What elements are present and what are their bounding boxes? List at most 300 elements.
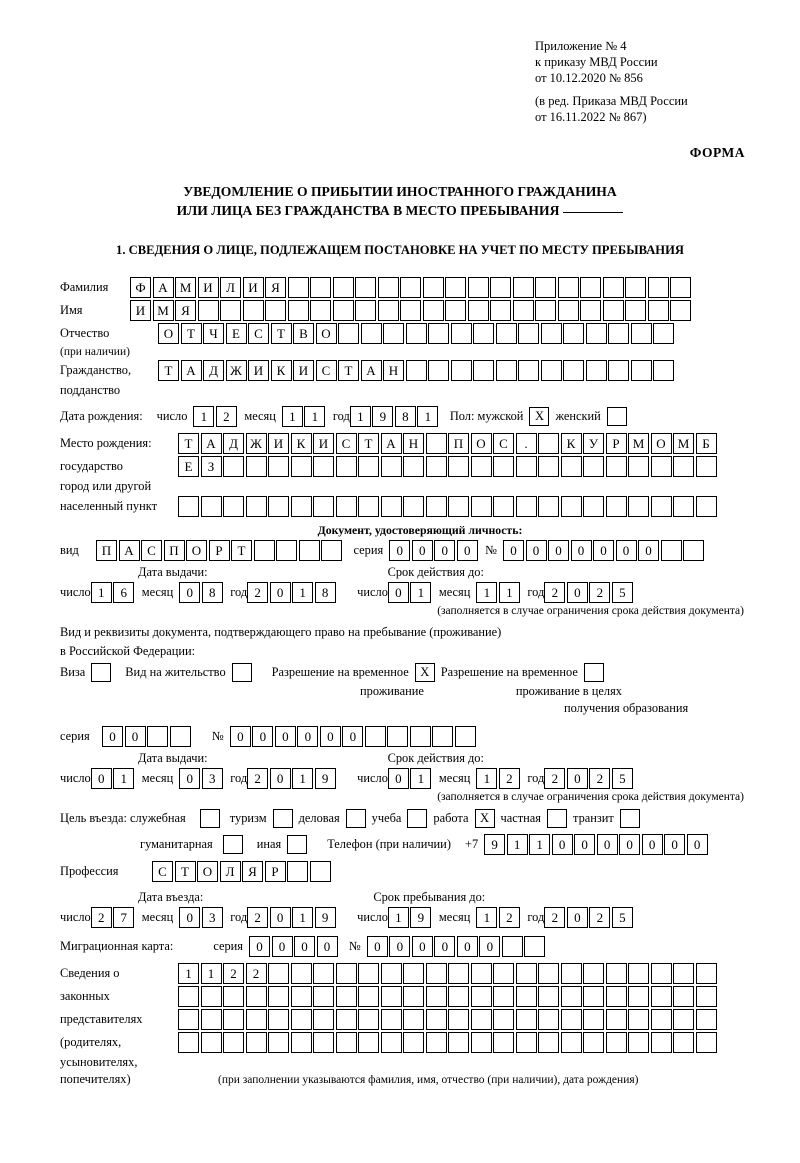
cell[interactable] — [423, 277, 444, 298]
cell[interactable] — [336, 986, 357, 1007]
cell[interactable] — [541, 360, 562, 381]
cell[interactable] — [223, 1032, 244, 1053]
cell[interactable] — [603, 277, 624, 298]
cell[interactable] — [361, 323, 382, 344]
sex-male-checkbox[interactable]: Х — [529, 407, 549, 426]
cell[interactable]: Л — [220, 861, 241, 882]
cell[interactable]: 2 — [91, 907, 112, 928]
cell[interactable] — [696, 456, 717, 477]
cell[interactable]: 0 — [548, 540, 569, 561]
cell[interactable] — [583, 1009, 604, 1030]
cell[interactable]: 1 — [476, 768, 497, 789]
purpose-service-checkbox[interactable] — [200, 809, 220, 828]
cell[interactable]: 0 — [412, 936, 433, 957]
cell[interactable]: 0 — [638, 540, 659, 561]
cell[interactable]: 0 — [552, 834, 573, 855]
cell[interactable]: 9 — [484, 834, 505, 855]
cell[interactable]: Р — [209, 540, 230, 561]
cell[interactable]: К — [291, 433, 312, 454]
cell[interactable] — [333, 277, 354, 298]
cell[interactable] — [471, 986, 492, 1007]
cell[interactable] — [448, 963, 469, 984]
cell[interactable] — [178, 1032, 199, 1053]
cell[interactable] — [291, 986, 312, 1007]
cell[interactable] — [516, 986, 537, 1007]
cell[interactable]: 0 — [616, 540, 637, 561]
cell[interactable]: 2 — [544, 907, 565, 928]
cell[interactable]: Р — [265, 861, 286, 882]
cell[interactable]: Д — [203, 360, 224, 381]
cell[interactable]: 1 — [529, 834, 550, 855]
cell[interactable]: О — [186, 540, 207, 561]
cell[interactable] — [223, 496, 244, 517]
cell[interactable] — [538, 963, 559, 984]
cell[interactable]: 7 — [113, 907, 134, 928]
cell[interactable]: А — [361, 360, 382, 381]
cell[interactable] — [541, 323, 562, 344]
cell[interactable] — [468, 277, 489, 298]
cell[interactable] — [583, 456, 604, 477]
cell[interactable]: 0 — [571, 540, 592, 561]
cell[interactable] — [265, 300, 286, 321]
cell[interactable] — [445, 300, 466, 321]
cell[interactable] — [381, 986, 402, 1007]
cell[interactable] — [561, 1032, 582, 1053]
cell[interactable]: 0 — [388, 768, 409, 789]
stay-issue-year-input[interactable] — [247, 768, 337, 789]
cell[interactable]: К — [271, 360, 292, 381]
cell[interactable] — [403, 456, 424, 477]
cell[interactable] — [563, 360, 584, 381]
temp-residence-checkbox[interactable]: Х — [415, 663, 435, 682]
cell[interactable] — [313, 1009, 334, 1030]
cell[interactable] — [378, 277, 399, 298]
cell[interactable] — [471, 963, 492, 984]
edu-residence-checkbox[interactable] — [584, 663, 604, 682]
cell[interactable] — [518, 360, 539, 381]
cell[interactable] — [406, 323, 427, 344]
cell[interactable]: 0 — [275, 726, 296, 747]
cell[interactable] — [516, 1032, 537, 1053]
cell[interactable] — [673, 986, 694, 1007]
cell[interactable] — [651, 1009, 672, 1030]
cell[interactable]: М — [673, 433, 694, 454]
doc-valid-day-input[interactable] — [388, 582, 433, 603]
cell[interactable]: 0 — [642, 834, 663, 855]
cell[interactable] — [651, 456, 672, 477]
cell[interactable] — [606, 1009, 627, 1030]
cell[interactable] — [606, 963, 627, 984]
cell[interactable] — [268, 986, 289, 1007]
stay-issue-month-input[interactable] — [179, 768, 224, 789]
cell[interactable] — [493, 1009, 514, 1030]
cell[interactable]: 0 — [297, 726, 318, 747]
cell[interactable]: 2 — [247, 582, 268, 603]
cell[interactable] — [493, 456, 514, 477]
cell[interactable] — [246, 456, 267, 477]
cell[interactable]: 2 — [544, 582, 565, 603]
cell[interactable] — [455, 726, 476, 747]
cell[interactable] — [448, 456, 469, 477]
cell[interactable]: 2 — [499, 768, 520, 789]
cell[interactable] — [400, 300, 421, 321]
cell[interactable] — [246, 1009, 267, 1030]
cell[interactable]: О — [471, 433, 492, 454]
cell[interactable] — [583, 496, 604, 517]
cell[interactable]: М — [153, 300, 174, 321]
cell[interactable] — [661, 540, 682, 561]
cell[interactable]: 0 — [367, 936, 388, 957]
cell[interactable]: П — [96, 540, 117, 561]
cell[interactable] — [518, 323, 539, 344]
cell[interactable]: Ч — [203, 323, 224, 344]
cell[interactable] — [178, 496, 199, 517]
cell[interactable] — [628, 496, 649, 517]
cell[interactable] — [336, 963, 357, 984]
stay-valid-day-input[interactable] — [388, 768, 433, 789]
stay-series-input[interactable] — [102, 726, 192, 747]
cell[interactable] — [561, 1009, 582, 1030]
cell[interactable]: 0 — [125, 726, 146, 747]
legal-rep-input-row-2[interactable] — [178, 986, 718, 1007]
cell[interactable] — [673, 963, 694, 984]
purpose-other-checkbox[interactable] — [287, 835, 307, 854]
cell[interactable]: Я — [265, 277, 286, 298]
residence-permit-checkbox[interactable] — [232, 663, 252, 682]
cell[interactable] — [276, 540, 297, 561]
legal-rep-input-row-1[interactable] — [178, 963, 718, 984]
cell[interactable] — [673, 456, 694, 477]
cell[interactable] — [471, 1032, 492, 1053]
cell[interactable] — [496, 360, 517, 381]
cell[interactable]: Е — [178, 456, 199, 477]
cell[interactable]: А — [181, 360, 202, 381]
cell[interactable]: 0 — [179, 768, 200, 789]
cell[interactable]: 0 — [389, 936, 410, 957]
cell[interactable] — [535, 300, 556, 321]
cell[interactable]: 0 — [230, 726, 251, 747]
cell[interactable]: 0 — [567, 907, 588, 928]
cell[interactable]: О — [158, 323, 179, 344]
cell[interactable] — [291, 1032, 312, 1053]
cell[interactable]: 2 — [216, 406, 237, 427]
cell[interactable]: М — [628, 433, 649, 454]
cell[interactable]: Л — [220, 277, 241, 298]
cell[interactable] — [358, 456, 379, 477]
cell[interactable]: 0 — [479, 936, 500, 957]
cell[interactable] — [490, 300, 511, 321]
cell[interactable] — [673, 1032, 694, 1053]
cell[interactable] — [198, 300, 219, 321]
cell[interactable] — [287, 861, 308, 882]
cell[interactable] — [291, 1009, 312, 1030]
cell[interactable] — [403, 963, 424, 984]
cell[interactable] — [410, 726, 431, 747]
cell[interactable]: 0 — [593, 540, 614, 561]
cell[interactable] — [696, 1032, 717, 1053]
cell[interactable] — [383, 323, 404, 344]
cell[interactable] — [291, 963, 312, 984]
cell[interactable]: Р — [606, 433, 627, 454]
purpose-tourism-checkbox[interactable] — [273, 809, 293, 828]
cell[interactable]: 1 — [178, 963, 199, 984]
cell[interactable]: 1 — [193, 406, 214, 427]
cell[interactable]: 2 — [544, 768, 565, 789]
cell[interactable]: П — [448, 433, 469, 454]
cell[interactable] — [651, 986, 672, 1007]
cell[interactable] — [471, 456, 492, 477]
cell[interactable]: Т — [271, 323, 292, 344]
cell[interactable] — [696, 986, 717, 1007]
cell[interactable]: 9 — [410, 907, 431, 928]
cell[interactable] — [223, 986, 244, 1007]
cell[interactable] — [561, 963, 582, 984]
cell[interactable] — [561, 456, 582, 477]
birth-year-input[interactable] — [350, 406, 440, 427]
cell[interactable]: 1 — [292, 907, 313, 928]
cell[interactable]: 0 — [249, 936, 270, 957]
cell[interactable]: 0 — [342, 726, 363, 747]
cell[interactable]: Я — [242, 861, 263, 882]
cell[interactable]: 1 — [304, 406, 325, 427]
cell[interactable]: 9 — [315, 907, 336, 928]
cell[interactable] — [423, 300, 444, 321]
doc-valid-month-input[interactable] — [476, 582, 521, 603]
cell[interactable] — [496, 323, 517, 344]
cell[interactable]: Д — [223, 433, 244, 454]
cell[interactable]: 0 — [317, 936, 338, 957]
cell[interactable] — [147, 726, 168, 747]
cell[interactable]: 0 — [526, 540, 547, 561]
profession-input[interactable] — [152, 861, 332, 882]
cell[interactable] — [336, 1009, 357, 1030]
cell[interactable] — [381, 1032, 402, 1053]
cell[interactable]: Т — [178, 433, 199, 454]
cell[interactable] — [471, 1009, 492, 1030]
visa-checkbox[interactable] — [91, 663, 111, 682]
cell[interactable]: И — [243, 277, 264, 298]
cell[interactable] — [246, 1032, 267, 1053]
cell[interactable]: Е — [226, 323, 247, 344]
doc-issue-month-input[interactable] — [179, 582, 224, 603]
cell[interactable]: 1 — [507, 834, 528, 855]
cell[interactable]: 1 — [350, 406, 371, 427]
cell[interactable] — [268, 1009, 289, 1030]
phone-input[interactable] — [484, 834, 709, 855]
cell[interactable]: 1 — [410, 582, 431, 603]
cell[interactable] — [651, 963, 672, 984]
cell[interactable] — [516, 963, 537, 984]
cell[interactable] — [246, 496, 267, 517]
cell[interactable]: 0 — [102, 726, 123, 747]
cell[interactable] — [606, 1032, 627, 1053]
cell[interactable] — [381, 456, 402, 477]
cell[interactable]: О — [197, 861, 218, 882]
legal-rep-input-row-4[interactable] — [178, 1032, 718, 1053]
cell[interactable]: А — [381, 433, 402, 454]
cell[interactable] — [608, 360, 629, 381]
birth-month-input[interactable] — [282, 406, 327, 427]
cell[interactable]: 0 — [503, 540, 524, 561]
cell[interactable]: 2 — [589, 582, 610, 603]
cell[interactable]: 1 — [282, 406, 303, 427]
cell[interactable] — [493, 963, 514, 984]
stay-valid-month-input[interactable] — [476, 768, 521, 789]
cell[interactable]: 1 — [499, 582, 520, 603]
cell[interactable]: С — [248, 323, 269, 344]
cell[interactable] — [606, 496, 627, 517]
cell[interactable]: 3 — [202, 768, 223, 789]
cell[interactable] — [561, 496, 582, 517]
cell[interactable]: 0 — [664, 834, 685, 855]
cell[interactable] — [220, 300, 241, 321]
cell[interactable]: 5 — [612, 907, 633, 928]
cell[interactable] — [313, 456, 334, 477]
cell[interactable]: 1 — [292, 582, 313, 603]
cell[interactable]: Б — [696, 433, 717, 454]
cell[interactable]: О — [316, 323, 337, 344]
cell[interactable] — [223, 456, 244, 477]
cell[interactable] — [606, 986, 627, 1007]
cell[interactable]: Т — [358, 433, 379, 454]
entry-month-input[interactable] — [179, 907, 224, 928]
cell[interactable] — [178, 1009, 199, 1030]
cell[interactable] — [471, 496, 492, 517]
cell[interactable] — [448, 986, 469, 1007]
cell[interactable] — [653, 360, 674, 381]
cell[interactable]: 0 — [434, 540, 455, 561]
cell[interactable]: 1 — [476, 907, 497, 928]
cell[interactable]: И — [130, 300, 151, 321]
birthplace-input-row-2[interactable] — [178, 456, 718, 477]
cell[interactable] — [490, 277, 511, 298]
cell[interactable] — [313, 1032, 334, 1053]
cell[interactable] — [493, 496, 514, 517]
cell[interactable] — [535, 277, 556, 298]
cell[interactable]: Т — [338, 360, 359, 381]
doc-valid-year-input[interactable] — [544, 582, 634, 603]
cell[interactable] — [365, 726, 386, 747]
cell[interactable]: И — [248, 360, 269, 381]
cell[interactable] — [606, 456, 627, 477]
cell[interactable]: 0 — [270, 768, 291, 789]
cell[interactable]: 3 — [202, 907, 223, 928]
cell[interactable]: 0 — [457, 540, 478, 561]
cell[interactable]: 0 — [272, 936, 293, 957]
cell[interactable]: 8 — [315, 582, 336, 603]
cell[interactable]: 1 — [388, 907, 409, 928]
cell[interactable] — [631, 360, 652, 381]
cell[interactable]: 1 — [91, 582, 112, 603]
cell[interactable]: 0 — [687, 834, 708, 855]
cell[interactable] — [513, 300, 534, 321]
cell[interactable]: 0 — [619, 834, 640, 855]
cell[interactable] — [223, 1009, 244, 1030]
cell[interactable] — [524, 936, 545, 957]
cell[interactable]: 6 — [113, 582, 134, 603]
cell[interactable]: 1 — [410, 768, 431, 789]
cell[interactable] — [381, 496, 402, 517]
cell[interactable] — [580, 277, 601, 298]
cell[interactable]: 9 — [372, 406, 393, 427]
cell[interactable] — [538, 456, 559, 477]
cell[interactable]: Н — [383, 360, 404, 381]
cell[interactable]: Ж — [226, 360, 247, 381]
cell[interactable] — [310, 300, 331, 321]
cell[interactable]: С — [316, 360, 337, 381]
cell[interactable]: 0 — [389, 540, 410, 561]
cell[interactable] — [513, 277, 534, 298]
cell[interactable] — [358, 1032, 379, 1053]
cell[interactable]: И — [198, 277, 219, 298]
cell[interactable]: 8 — [395, 406, 416, 427]
cell[interactable] — [355, 277, 376, 298]
name-input[interactable] — [130, 300, 693, 321]
cell[interactable] — [178, 986, 199, 1007]
cell[interactable] — [696, 496, 717, 517]
cell[interactable]: 0 — [597, 834, 618, 855]
cell[interactable] — [516, 1009, 537, 1030]
cell[interactable] — [653, 323, 674, 344]
cell[interactable]: 0 — [574, 834, 595, 855]
cell[interactable] — [628, 986, 649, 1007]
cell[interactable]: Ф — [130, 277, 151, 298]
cell[interactable]: Т — [158, 360, 179, 381]
cell[interactable]: А — [119, 540, 140, 561]
cell[interactable] — [291, 456, 312, 477]
cell[interactable] — [403, 1009, 424, 1030]
cell[interactable] — [426, 963, 447, 984]
cell[interactable]: 5 — [612, 582, 633, 603]
cell[interactable] — [299, 540, 320, 561]
cell[interactable] — [451, 323, 472, 344]
cell[interactable] — [493, 1032, 514, 1053]
cell[interactable] — [403, 496, 424, 517]
cell[interactable] — [583, 986, 604, 1007]
cell[interactable] — [403, 1032, 424, 1053]
cell[interactable]: У — [583, 433, 604, 454]
cell[interactable] — [538, 1032, 559, 1053]
cell[interactable] — [628, 963, 649, 984]
cell[interactable] — [201, 496, 222, 517]
cell[interactable]: 0 — [434, 936, 455, 957]
cell[interactable] — [288, 300, 309, 321]
cell[interactable] — [201, 986, 222, 1007]
purpose-study-checkbox[interactable] — [407, 809, 427, 828]
cell[interactable] — [426, 496, 447, 517]
cell[interactable] — [403, 986, 424, 1007]
cell[interactable]: 0 — [270, 582, 291, 603]
cell[interactable] — [558, 300, 579, 321]
cell[interactable]: 1 — [113, 768, 134, 789]
cell[interactable] — [696, 963, 717, 984]
cell[interactable]: . — [516, 433, 537, 454]
cell[interactable] — [310, 277, 331, 298]
sex-female-checkbox[interactable] — [607, 407, 627, 426]
cell[interactable] — [313, 986, 334, 1007]
cell[interactable] — [670, 277, 691, 298]
cell[interactable]: 2 — [589, 907, 610, 928]
cell[interactable] — [493, 986, 514, 1007]
cell[interactable]: 8 — [202, 582, 223, 603]
cell[interactable] — [336, 456, 357, 477]
cell[interactable] — [268, 496, 289, 517]
cell[interactable]: В — [293, 323, 314, 344]
cell[interactable] — [336, 496, 357, 517]
cell[interactable] — [683, 540, 704, 561]
cell[interactable]: 0 — [388, 582, 409, 603]
cell[interactable] — [648, 277, 669, 298]
